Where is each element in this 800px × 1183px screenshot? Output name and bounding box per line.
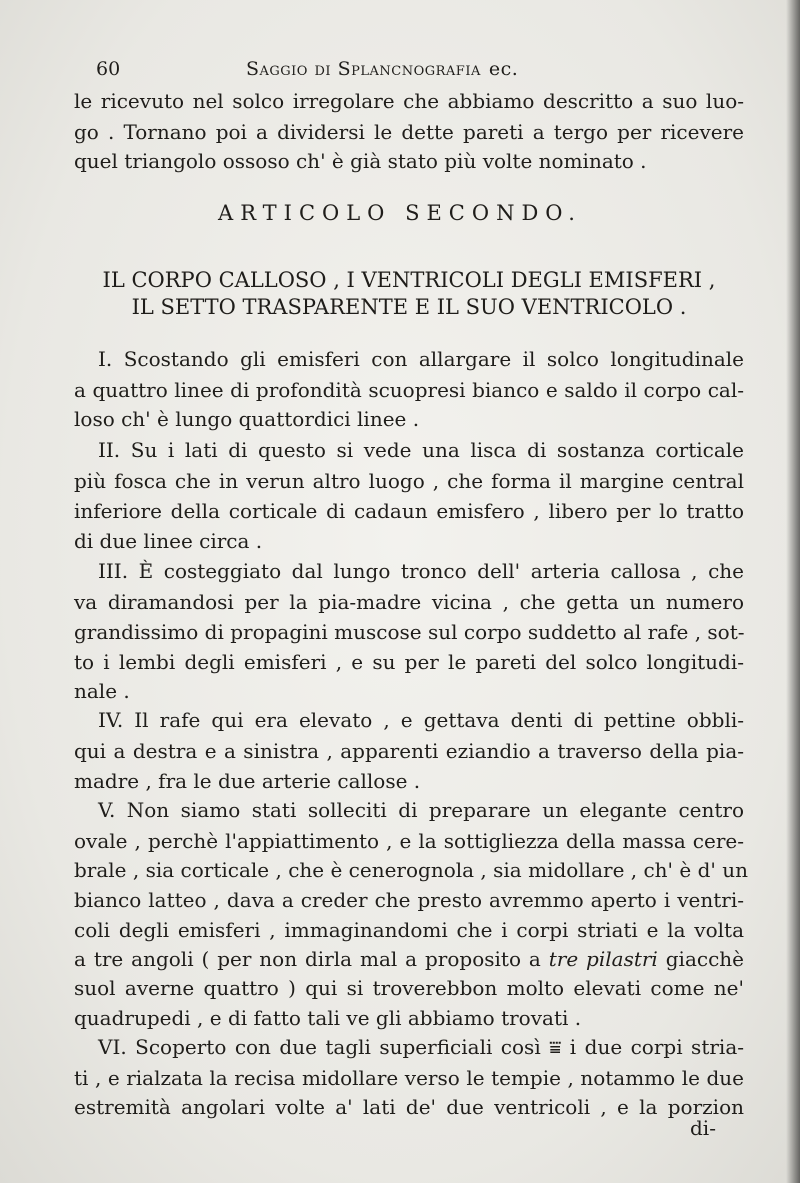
- paragraph-line: estremità angolari volte a' lati de' due ventricoli , e la porzion: [74, 1095, 744, 1119]
- paragraph-line: coli degli emisferi , immaginandomi che i corpi striati e la volta: [74, 918, 744, 942]
- running-title-text: Saggio di Splancnografia: [246, 58, 481, 80]
- paragraph-line: grandissimo di propagini muscose sul corpo suddetto al rafe , sot-: [74, 620, 745, 644]
- section-title-line-2: IL SETTO TRASPARENTE E IL SUO VENTRICOLO .: [131, 295, 687, 319]
- line-text: VI. Scoperto con due tagli superficiali così: [98, 1035, 541, 1059]
- line-text: a tre angoli ( per non dirla mal a proposito a: [74, 947, 541, 971]
- article-title: ARTICOLO SECONDO.: [218, 201, 582, 225]
- text-line: quel triangolo ossoso ch' è già stato più volte nominato .: [74, 149, 647, 173]
- italic-term: tre pilastri: [548, 947, 658, 971]
- paragraph-line: va diramandosi per la pia-madre vicina , che getta un numero: [74, 590, 744, 614]
- page-header: [96, 58, 736, 82]
- paragraph-line: brale , sia corticale , che è cenerognola , sia midollare , ch' è d' un: [74, 858, 749, 882]
- section-title-line-1: IL CORPO CALLOSO , I VENTRICOLI DEGLI EMISFERI ,: [102, 268, 716, 292]
- paragraph-line: IV. Il rafe qui era elevato , e gettava denti di pettine obbli-: [98, 708, 744, 732]
- paragraph-line: inferiore della corticale di cadaun emisfero , libero per lo tratto: [74, 499, 744, 523]
- paragraph-line: I. Scostando gli emisferi con allargare il solco longitudinale: [98, 347, 744, 371]
- paragraph-line: [74, 1032, 744, 1062]
- text-line: le ricevuto nel solco irregolare che abbiamo descritto a suo luo-: [74, 89, 744, 113]
- paragraph-line: di due linee circa .: [74, 529, 263, 553]
- paragraph-line: [74, 944, 744, 974]
- paragraph-line: nale .: [74, 679, 130, 703]
- paragraph-line: ti , e rialzata la recisa midollare verso le tempie , notammo le due: [74, 1066, 744, 1090]
- cut-symbol: ⩸: [549, 1035, 562, 1059]
- paragraph-line: quadrupedi , e di fatto tali ve gli abbiamo trovati .: [74, 1006, 582, 1030]
- paragraph-line: suol averne quattro ) qui si troverebbon molto elevati come ne': [74, 976, 744, 1000]
- catchword: di-: [690, 1116, 716, 1140]
- paragraph-line: V. Non siamo stati solleciti di preparare un elegante centro: [98, 798, 744, 822]
- paragraph-line: ovale , perchè l'appiattimento , e la sottigliezza della massa cere-: [74, 829, 744, 853]
- text-line: go . Tornano poi a dividersi le dette pareti a tergo per ricevere: [74, 120, 744, 144]
- paragraph-line: a quattro linee di profondità scuopresi bianco e saldo il corpo cal-: [74, 378, 744, 402]
- paragraph-line: loso ch' è lungo quattordici linee .: [74, 407, 420, 431]
- paragraph-line: II. Su i lati di questo si vede una lisca di sostanza corticale: [98, 438, 744, 462]
- running-title: [246, 58, 518, 80]
- running-title-end: ec.: [488, 58, 519, 80]
- paragraph-line: più fosca che in verun altro luogo , che forma il margine central: [74, 469, 744, 493]
- paragraph-line: qui a destra e a sinistra , apparenti eziandio a traverso della pia-: [74, 739, 744, 763]
- line-text-tail: i due corpi stria-: [569, 1035, 744, 1059]
- line-text-tail: giacchè: [665, 947, 744, 971]
- paragraph-line: madre , fra le due arterie callose .: [74, 769, 421, 793]
- page-number: 60: [96, 58, 121, 80]
- paragraph-line: to i lembi degli emisferi , e su per le pareti del solco longitudi-: [74, 650, 744, 674]
- paragraph-line: bianco latteo , dava a creder che presto avremmo aperto i ventri-: [74, 888, 744, 912]
- paragraph-line: III. È costeggiato dal lungo tronco dell' arteria callosa , che: [98, 559, 744, 583]
